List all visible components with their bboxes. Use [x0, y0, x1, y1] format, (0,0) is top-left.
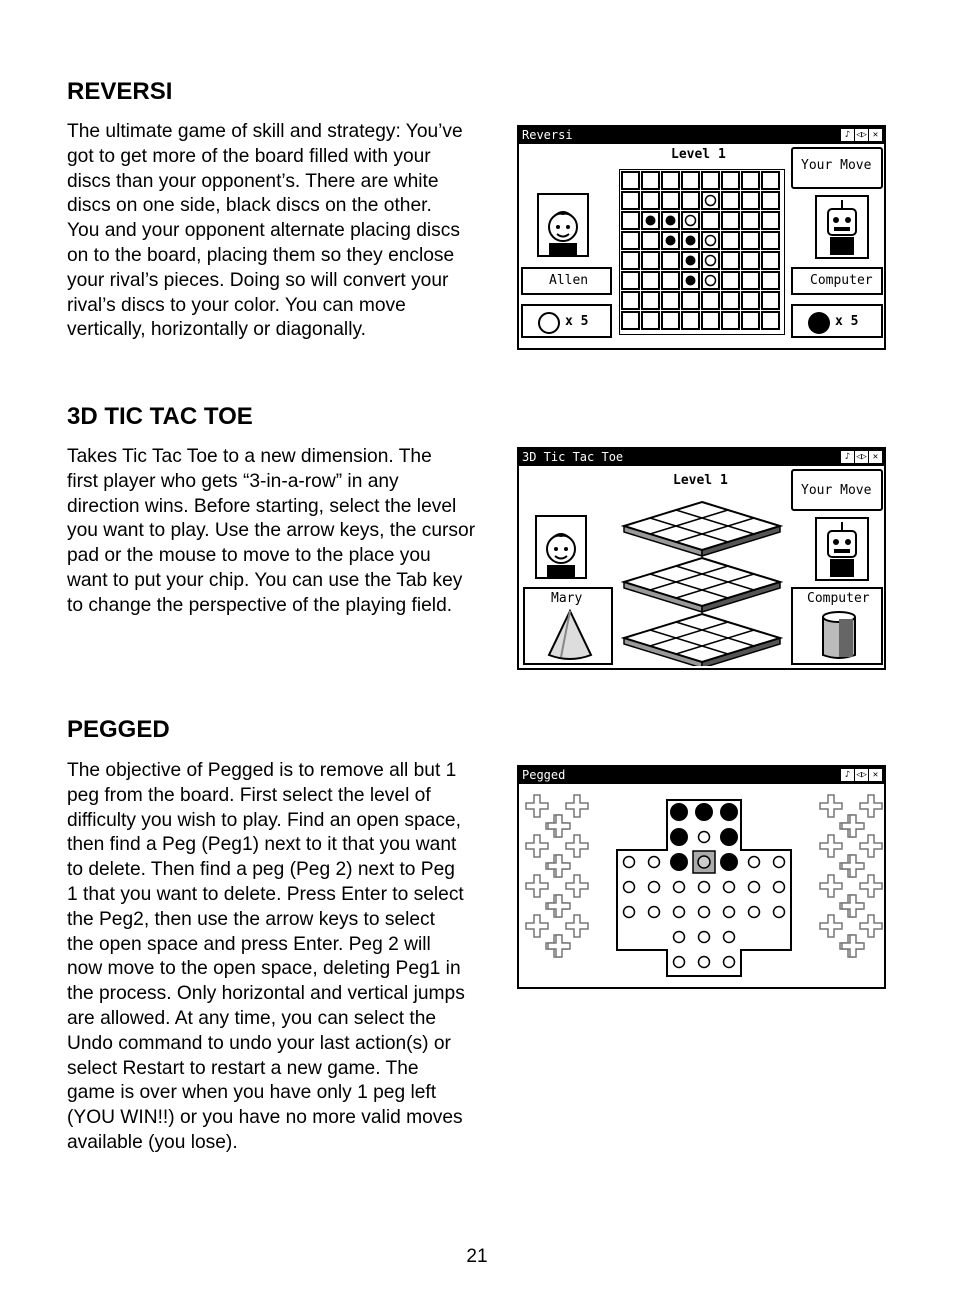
peg[interactable]: [720, 803, 738, 821]
board-hole[interactable]: [699, 882, 710, 893]
white-disc: [686, 216, 696, 226]
decorative-cross: [548, 895, 570, 917]
text-line: peg from the board. First select the level of: [67, 784, 431, 806]
text-line: You and your opponent alternate placing discs: [67, 220, 460, 242]
board-cell[interactable]: [742, 252, 759, 269]
board-cell[interactable]: [742, 192, 759, 209]
text-line: The objective of Pegged is to remove all but 1: [67, 760, 457, 781]
section-title-pegged: PEGGED: [67, 716, 170, 743]
text-line: are allowed. At any time, you can select the: [67, 1007, 437, 1029]
white-disc: [706, 236, 716, 246]
peg[interactable]: [720, 853, 738, 871]
text-line: the open space and press Enter. Peg 2 will: [67, 933, 431, 955]
text-line: game is over when you have only 1 peg left: [67, 1082, 437, 1104]
board-cell[interactable]: [742, 232, 759, 249]
board-hole[interactable]: [649, 882, 660, 893]
page-number: 21: [466, 1246, 488, 1267]
board-hole[interactable]: [674, 882, 685, 893]
board-cell[interactable]: [702, 172, 719, 189]
player-avatar: [535, 515, 587, 579]
board-hole[interactable]: [724, 907, 735, 918]
board-cell[interactable]: [722, 252, 739, 269]
text-line: The ultimate game of skill and strategy: You’ve: [67, 121, 463, 142]
music-note-icon[interactable]: ♪: [841, 129, 854, 141]
board-hole[interactable]: [624, 857, 635, 868]
reversi-board[interactable]: [619, 169, 785, 335]
decorative-cross: [566, 835, 588, 857]
section-title-tictactoe: 3D TIC TAC TOE: [67, 403, 253, 430]
your-move-label: Your Move: [801, 158, 872, 173]
close-icon[interactable]: ✕: [869, 769, 882, 781]
decorative-cross: [820, 835, 842, 857]
board-hole[interactable]: [774, 857, 785, 868]
opponent-name: Computer: [807, 591, 870, 606]
text-line: rival’s discs to your color. You can move: [67, 294, 406, 316]
opponent-piece-box: [791, 587, 883, 665]
decorative-cross: [566, 875, 588, 897]
board-cell[interactable]: [722, 232, 739, 249]
board-cell[interactable]: [722, 192, 739, 209]
decorative-cross: [860, 915, 882, 937]
board-cell[interactable]: [742, 292, 759, 309]
pegged-board[interactable]: [519, 786, 884, 986]
decorative-cross: [820, 875, 842, 897]
text-line: then find a Peg (Peg1) next to it that you want: [67, 834, 457, 856]
black-disc: [686, 256, 696, 266]
black-disc: [686, 276, 696, 286]
text-line: Takes Tic Tac Toe to a new dimension. The: [67, 446, 432, 467]
peg[interactable]: [670, 803, 688, 821]
board-cell[interactable]: [662, 252, 679, 269]
text-line: select Restart to restart a new game. The: [67, 1057, 419, 1079]
robot-avatar: [815, 517, 869, 581]
black-disc: [666, 216, 676, 226]
peg[interactable]: [695, 803, 713, 821]
board-hole[interactable]: [624, 907, 635, 918]
board-cell[interactable]: [682, 172, 699, 189]
board-cell[interactable]: [762, 212, 779, 229]
board-cell[interactable]: [722, 212, 739, 229]
close-icon[interactable]: ✕: [869, 129, 882, 141]
level-label: Level 1: [673, 473, 728, 488]
board-cell[interactable]: [642, 252, 659, 269]
opponent-score: x 5: [835, 314, 859, 329]
board-cell[interactable]: [762, 192, 779, 209]
board-layer[interactable]: [624, 502, 780, 550]
window-title: Pegged: [522, 768, 566, 782]
board-cell[interactable]: [702, 312, 719, 329]
board-hole[interactable]: [774, 907, 785, 918]
peg[interactable]: [720, 828, 738, 846]
decorative-cross: [526, 915, 548, 937]
board-cell[interactable]: [622, 272, 639, 289]
decorative-cross: [566, 915, 588, 937]
board-cell[interactable]: [662, 192, 679, 209]
robot-avatar: [815, 195, 869, 259]
speaker-icon[interactable]: ◁▷: [856, 130, 867, 140]
cylinder-piece-icon: [817, 609, 861, 661]
black-disc-icon: [807, 311, 831, 335]
board-cell[interactable]: [762, 232, 779, 249]
board-cell[interactable]: [722, 312, 739, 329]
your-move-bubble: [791, 147, 883, 189]
tictactoe-boards[interactable]: [619, 494, 785, 666]
text-line: vertically, horizontally or diagonally.: [67, 319, 366, 341]
player-avatar: [537, 193, 589, 257]
board-cell[interactable]: [682, 312, 699, 329]
board-cell[interactable]: [642, 292, 659, 309]
player-name-box: [521, 267, 612, 295]
player-name: Allen: [549, 273, 589, 288]
text-line: discs than your opponent’s. There are white: [67, 170, 439, 192]
decorative-cross: [548, 815, 570, 837]
board-cell[interactable]: [622, 292, 639, 309]
decorative-cross: [526, 875, 548, 897]
window-title-bar: [519, 449, 884, 466]
board-cell[interactable]: [682, 292, 699, 309]
text-line: discs on one side, black discs on the other.: [67, 195, 432, 217]
pegged-screenshot: [517, 765, 886, 989]
board-cell[interactable]: [622, 192, 639, 209]
board-cell[interactable]: [722, 272, 739, 289]
board-cell[interactable]: [642, 192, 659, 209]
board-cell[interactable]: [622, 312, 639, 329]
text-line: to change the perspective of the playing field.: [67, 594, 453, 616]
opponent-score-box: [791, 304, 883, 338]
board-cell[interactable]: [762, 292, 779, 309]
board-cell[interactable]: [742, 272, 759, 289]
text-line: (YOU WIN!!) or you have no more valid moves: [67, 1107, 463, 1129]
board-hole[interactable]: [624, 882, 635, 893]
board-hole[interactable]: [649, 857, 660, 868]
section-text-tictactoe: [67, 445, 487, 619]
window-title-bar: [519, 127, 884, 144]
board-hole[interactable]: [724, 957, 735, 968]
board-cell[interactable]: [742, 312, 759, 329]
text-line: difficulty you wish to play. Find an open space,: [67, 809, 461, 831]
board-hole[interactable]: [724, 882, 735, 893]
white-disc: [706, 256, 716, 266]
player-score: x 5: [565, 314, 589, 329]
board-hole[interactable]: [698, 856, 710, 868]
board-hole[interactable]: [699, 957, 710, 968]
your-move-label: Your Move: [801, 483, 872, 498]
board-hole[interactable]: [724, 932, 735, 943]
player-score-box: [521, 304, 612, 338]
board-layer[interactable]: [624, 614, 780, 662]
text-line: your rival’s pieces. Doing so will convert your: [67, 269, 449, 291]
music-note-icon[interactable]: ♪: [841, 451, 854, 463]
text-line: you want to play. Use the arrow keys, the cursor: [67, 520, 476, 542]
text-line: 1 that you want to delete. Press Enter to select: [67, 883, 464, 905]
board-cell[interactable]: [642, 272, 659, 289]
your-move-bubble: [791, 469, 883, 511]
decorative-cross: [842, 855, 864, 877]
white-disc: [706, 196, 716, 206]
decorative-cross: [860, 795, 882, 817]
black-disc: [666, 236, 676, 246]
black-disc: [646, 216, 656, 226]
text-line: got to get more of the board filled with your: [67, 145, 431, 167]
peg[interactable]: [670, 853, 688, 871]
board-cell[interactable]: [682, 192, 699, 209]
board-cell[interactable]: [662, 292, 679, 309]
board-cell[interactable]: [622, 252, 639, 269]
decorative-cross: [860, 875, 882, 897]
decorative-cross: [860, 835, 882, 857]
text-line: available (you lose).: [67, 1131, 238, 1153]
section-text-pegged: [67, 759, 487, 1156]
board-cell[interactable]: [702, 212, 719, 229]
board-cell[interactable]: [762, 312, 779, 329]
decorative-cross: [842, 895, 864, 917]
board-cell[interactable]: [762, 272, 779, 289]
decorative-cross: [548, 935, 570, 957]
text-line: first player who gets “3-in-a-row” in any: [67, 470, 399, 492]
board-hole[interactable]: [649, 907, 660, 918]
text-line: Undo command to undo your last action(s) or: [67, 1032, 451, 1054]
board-hole[interactable]: [774, 882, 785, 893]
opponent-name: Computer: [810, 273, 873, 288]
board-cell[interactable]: [762, 252, 779, 269]
decorative-cross: [842, 935, 864, 957]
board-cell[interactable]: [622, 212, 639, 229]
board-cell[interactable]: [662, 312, 679, 329]
speaker-icon[interactable]: ◁▷: [856, 452, 867, 462]
level-label: Level 1: [671, 147, 726, 162]
window-title: 3D Tic Tac Toe: [522, 450, 624, 464]
music-note-icon[interactable]: ♪: [841, 769, 854, 781]
board-hole[interactable]: [674, 957, 685, 968]
white-disc: [706, 276, 716, 286]
reversi-screenshot: [517, 125, 886, 350]
board-cell[interactable]: [642, 172, 659, 189]
white-disc-icon: [537, 311, 561, 335]
section-title-reversi: REVERSI: [67, 78, 173, 105]
text-line: pad or the mouse to move to the place you: [67, 545, 431, 567]
board-hole[interactable]: [749, 907, 760, 918]
player-piece-box: [523, 587, 613, 665]
decorative-cross: [820, 915, 842, 937]
text-line: now move to the open space, deleting Peg1 in: [67, 958, 461, 980]
board-hole[interactable]: [699, 907, 710, 918]
board-hole[interactable]: [699, 832, 710, 843]
board-cell[interactable]: [762, 172, 779, 189]
black-disc: [686, 236, 696, 246]
text-line: to delete. Then find a peg (Peg 2) next to Peg: [67, 859, 455, 881]
board-cell[interactable]: [722, 172, 739, 189]
board-cell[interactable]: [662, 272, 679, 289]
board-cell[interactable]: [622, 172, 639, 189]
cone-piece-icon: [545, 609, 595, 661]
window-title-bar: [519, 767, 884, 784]
board-hole[interactable]: [699, 932, 710, 943]
text-line: the Peg2, then use the arrow keys to select: [67, 908, 435, 930]
text-line: the process. Only horizontal and vertical jumps: [67, 983, 465, 1005]
board-cell[interactable]: [742, 172, 759, 189]
board-layer[interactable]: [624, 558, 780, 606]
board-hole[interactable]: [674, 932, 685, 943]
text-line: want to put your chip. You can use the Tab key: [67, 569, 463, 591]
decorative-cross: [820, 795, 842, 817]
text-line: direction wins. Before starting, select the level: [67, 495, 457, 517]
decorative-cross: [548, 855, 570, 877]
board-cell[interactable]: [622, 232, 639, 249]
decorative-cross: [566, 795, 588, 817]
section-text-reversi: [67, 120, 487, 343]
board-cell[interactable]: [642, 232, 659, 249]
decorative-cross: [526, 835, 548, 857]
close-icon[interactable]: ✕: [869, 451, 882, 463]
opponent-name-box: [791, 267, 883, 295]
board-hole[interactable]: [674, 907, 685, 918]
board-cell[interactable]: [722, 292, 739, 309]
text-line: on to the board, placing them so they enclose: [67, 244, 455, 266]
decorative-cross: [526, 795, 548, 817]
window-title: Reversi: [522, 128, 573, 142]
board-cell[interactable]: [642, 312, 659, 329]
board-cell[interactable]: [662, 172, 679, 189]
board-hole[interactable]: [749, 857, 760, 868]
tictactoe-screenshot: [517, 447, 886, 670]
peg[interactable]: [670, 828, 688, 846]
player-name: Mary: [551, 591, 583, 606]
speaker-icon[interactable]: ◁▷: [856, 770, 867, 780]
board-hole[interactable]: [749, 882, 760, 893]
board-cell[interactable]: [702, 292, 719, 309]
decorative-cross: [842, 815, 864, 837]
board-cell[interactable]: [742, 212, 759, 229]
